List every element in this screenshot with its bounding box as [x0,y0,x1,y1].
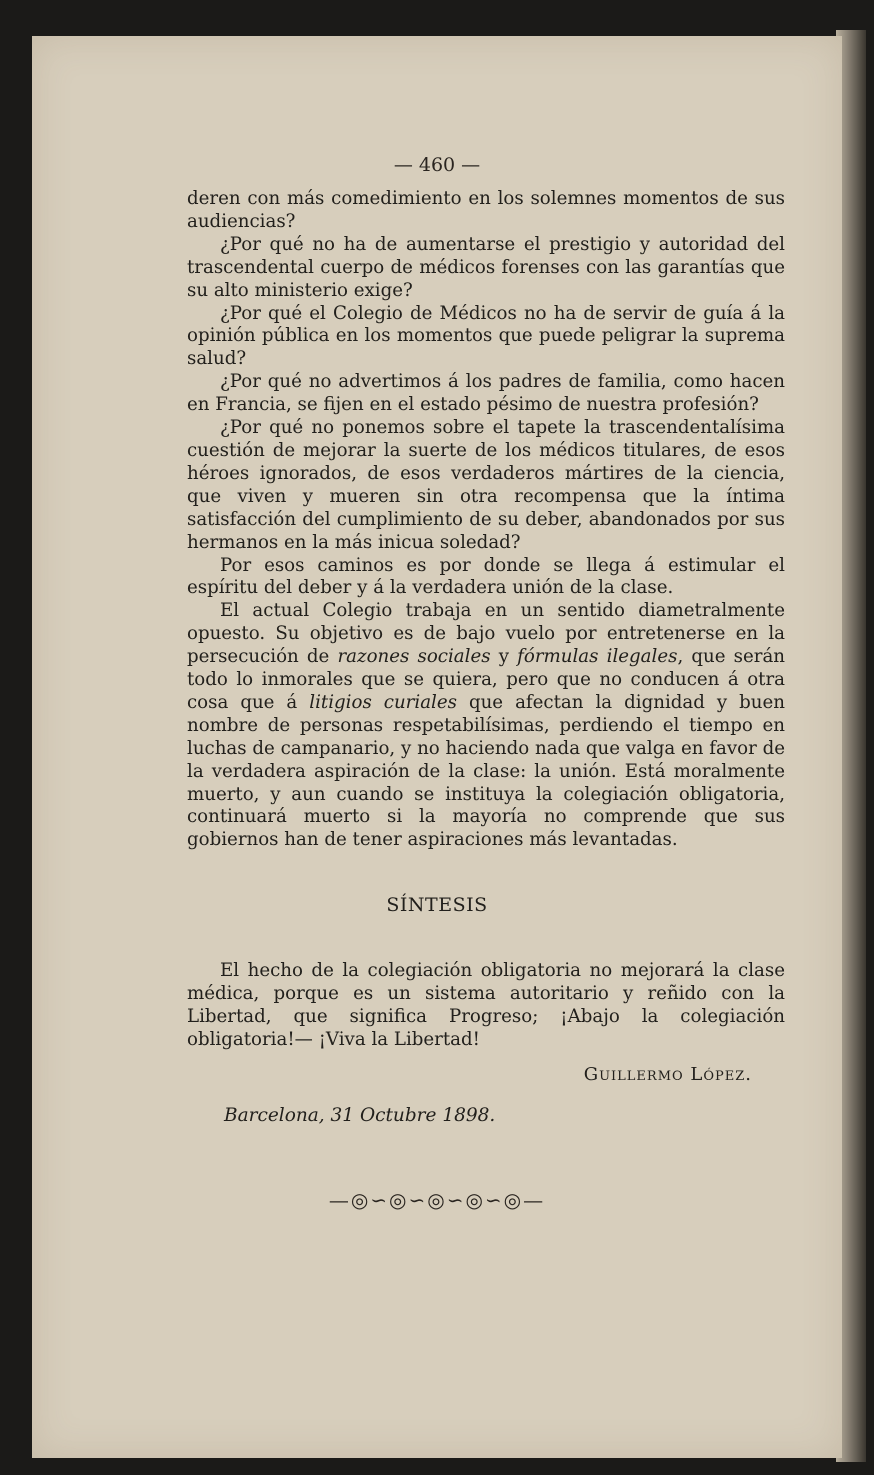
colegio-italic-2: fórmulas ilegales [517,646,678,668]
paragraph-colegio [187,600,785,852]
section-heading: SÍNTESIS [386,894,488,916]
place-date: Barcelona, 31 Octubre 1898. [224,1105,496,1126]
paragraph-5: ¿Por qué no ponemos sobre el tapete la trascendentalísima cuestión de mejorar la suerte de los médicos titulares, de esos héroes ignorados, de esos verdaderos mártires de la ciencia, que viven y mueren sin otra recompensa que la íntima satisfacción del cumplimiento de su deber, abandonados por sus hermanos en la más inicua soledad? [187,417,785,553]
body-text [187,188,785,852]
author-signature: Guillermo López. [583,1064,752,1085]
colegio-text-4: que afectan la dignidad y buen nombre de personas respetabilísimas, perdiendo el tiempo en luchas de campanario, y no haciendo nada que valga en favor de la verdadera aspiración de la clase: la unión. Está moralmente muerto, y aun cuando se instituya la colegiación obligatoria, continuará muerto si la mayoría no comprende que sus gobiernos han de tener aspiraciones más levantadas. [187,691,785,851]
synthesis-block [187,960,785,1052]
colegio-italic-3: litigios curiales [309,691,457,713]
ornament-divider: —◎∽◎∽◎∽◎∽◎— [328,1188,546,1212]
page-number: — 460 — [393,154,481,176]
paragraph-6: Por esos caminos es por donde se llega á estimular el espíritu del deber y á la verdadera unión de la clase. [187,554,785,599]
paragraph-4: ¿Por qué no advertimos á los padres de familia, como hacen en Francia, se fijen en el estado pésimo de nuestra profesión? [187,371,785,416]
paragraph-1: deren con más comedimiento en los solemnes momentos de sus audiencias? [187,188,785,232]
colegio-text-1: El actual Colegio trabaja en un sentido diametralmente opuesto. Su objetivo es de bajo vuelo por entretenerse en la persecución de [187,600,785,668]
paragraph-2: ¿Por qué no ha de aumentarse el prestigio y autoridad del trascendental cuerpo de médicos forenses con las garantías que su alto ministerio exige? [187,233,785,301]
colegio-text-3: , que serán todo lo inmorales que se quiera, pero que no conducen á otra cosa que á [187,646,785,713]
colegio-italic-1: razones sociales [337,646,491,668]
synthesis-paragraph: El hecho de la colegiación obligatoria no mejorará la clase médica, porque es un sistema autoritario y reñido con la Libertad, que significa Progreso; ¡Abajo la colegiación obligatoria!— ¡Viva la Libertad! [187,960,785,1050]
book-page [32,36,842,1458]
paragraph-3: ¿Por qué el Colegio de Médicos no ha de servir de guía á la opinión pública en los momentos que puede peligrar la suprema salud? [187,302,785,370]
colegio-text-2: y [490,646,518,668]
